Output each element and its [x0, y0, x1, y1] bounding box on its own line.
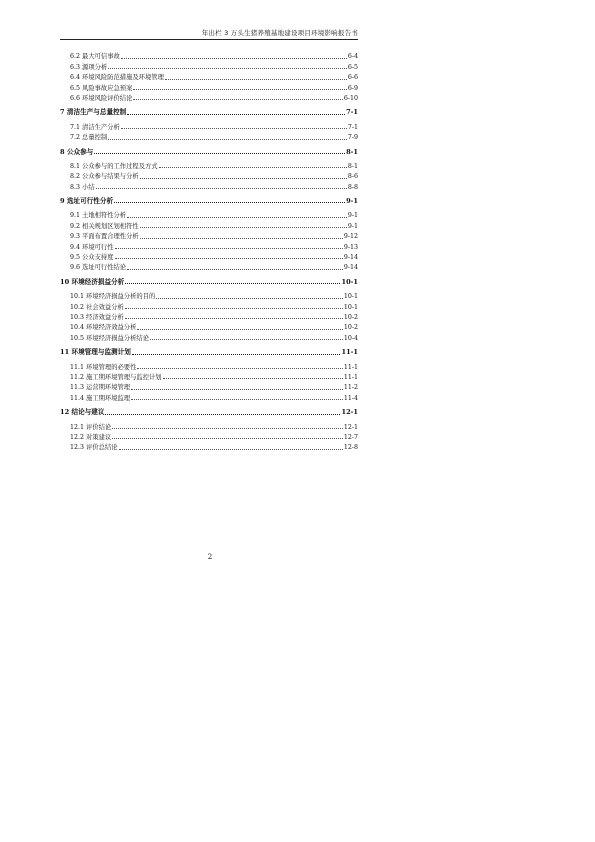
toc-section-entry[interactable] [60, 251, 358, 261]
toc-section-entry[interactable] [60, 170, 358, 180]
dot-leader [150, 338, 343, 340]
toc-entry-label: 12 结论与建议 [60, 408, 105, 417]
toc-page-number: 9-14 [343, 264, 358, 272]
toc-section-entry[interactable] [60, 261, 358, 271]
toc-page-number: 11-1 [341, 348, 358, 357]
toc-section-entry[interactable] [60, 420, 358, 430]
toc-entry-label: 8.1 公众参与的工作过程及方式 [70, 162, 158, 170]
toc-entry-label: 6.4 环境风险防范措施及环境管理 [70, 74, 164, 82]
toc-page-number: 10-2 [343, 324, 358, 332]
dot-leader [114, 201, 345, 203]
dot-leader [121, 57, 347, 59]
table-of-contents [60, 50, 358, 451]
toc-entry-label: 10.5 环境经济损益分析结论 [70, 334, 149, 342]
toc-entry-label: 6.5 风险事故应急预案 [70, 84, 133, 92]
toc-page-number: 10-4 [343, 334, 358, 342]
toc-section-entry[interactable] [60, 290, 358, 300]
toc-entry-label: 6.3 源项分析 [70, 63, 108, 71]
toc-section-entry[interactable] [60, 321, 358, 331]
toc-section-entry[interactable] [60, 311, 358, 321]
toc-section-entry[interactable] [60, 81, 358, 91]
dot-leader [133, 98, 342, 100]
toc-chapter-entry[interactable] [60, 275, 358, 285]
toc-entry-label: 10.2 社会效益分析 [70, 303, 124, 311]
dot-leader [133, 88, 346, 90]
dot-leader [137, 367, 342, 369]
toc-page-number: 11-1 [343, 373, 358, 381]
toc-page-number: 8-1 [347, 162, 358, 170]
toc-section-entry[interactable] [60, 92, 358, 102]
toc-page-number: 11-2 [343, 384, 358, 392]
toc-entry-label: 11.3 运营期环境管理 [70, 384, 131, 392]
toc-page-number: 9-14 [343, 254, 358, 262]
toc-entry-label: 10.3 经济效益分析 [70, 313, 124, 321]
toc-section-entry[interactable] [60, 230, 358, 240]
toc-page-number: 6-5 [347, 63, 358, 71]
toc-section-entry[interactable] [60, 209, 358, 219]
toc-entry-label: 7.1 清洁生产分析 [70, 123, 120, 131]
dot-leader [140, 226, 347, 228]
toc-entry-label: 10 环境经济损益分析 [60, 277, 125, 286]
dot-leader [140, 237, 343, 239]
dot-leader [112, 427, 343, 429]
toc-entry-label: 10.1 环境经济损益分析的目的 [70, 293, 156, 301]
toc-entry-label: 11.2 施工期环境管理与监控计划 [70, 373, 162, 381]
dot-leader [137, 328, 342, 330]
dot-leader [165, 78, 347, 80]
dot-leader [125, 317, 343, 319]
toc-chapter-entry[interactable] [60, 106, 358, 116]
dot-leader [127, 268, 343, 270]
dot-leader [119, 448, 343, 450]
toc-chapter-entry[interactable] [60, 145, 358, 155]
toc-section-entry[interactable] [60, 60, 358, 70]
toc-section-entry[interactable] [60, 391, 358, 401]
toc-section-entry[interactable] [60, 120, 358, 130]
toc-entry-label: 10.4 环境经济效益分析 [70, 324, 137, 332]
dot-leader [108, 67, 347, 69]
dot-leader [94, 152, 345, 154]
toc-section-entry[interactable] [60, 71, 358, 81]
toc-entry-label: 9.6 选址可行性结论 [70, 264, 127, 272]
toc-page-number: 6-10 [343, 94, 358, 102]
toc-entry-label: 12.2 对策建议 [70, 433, 112, 441]
dot-leader [127, 113, 345, 115]
toc-entry-label: 12.3 评价总结论 [70, 444, 118, 452]
dot-leader [96, 187, 347, 189]
dot-leader [127, 216, 347, 218]
toc-page-number: 11-1 [343, 363, 358, 371]
toc-entry-label: 9.1 土地相符性分析 [70, 212, 127, 220]
toc-page-number: 12-7 [343, 433, 358, 441]
toc-section-entry[interactable] [60, 300, 358, 310]
toc-page-number: 10-1 [343, 303, 358, 311]
header-rule [60, 39, 358, 40]
toc-section-entry[interactable] [60, 240, 358, 250]
toc-entry-label: 8 公众参与 [60, 147, 94, 156]
dot-leader [131, 388, 343, 390]
dot-leader [163, 377, 343, 379]
toc-page-number: 7-1 [346, 108, 358, 117]
toc-page-number: 9-1 [347, 222, 358, 230]
dot-leader [125, 282, 340, 284]
toc-chapter-entry[interactable] [60, 406, 358, 416]
dot-leader [105, 413, 340, 415]
toc-page-number: 12-8 [343, 444, 358, 452]
toc-page-number: 9-12 [343, 233, 358, 241]
toc-entry-label: 7 清洁生产与总量控制 [60, 108, 127, 117]
toc-section-entry[interactable] [60, 331, 358, 341]
toc-page-number: 6-4 [347, 53, 358, 61]
toc-section-entry[interactable] [60, 441, 358, 451]
dot-leader [132, 353, 341, 355]
toc-entry-label: 9.2 相关规划区划相符性 [70, 222, 139, 230]
toc-entry-label: 11.4 施工期环境监理 [70, 394, 131, 402]
dot-leader [108, 138, 347, 140]
toc-page-number: 8-1 [346, 147, 358, 156]
toc-entry-label: 11 环境管理与监测计划 [60, 348, 131, 357]
toc-page-number: 6-6 [347, 74, 358, 82]
toc-page-number: 9-1 [346, 197, 358, 206]
toc-section-entry[interactable] [60, 371, 358, 381]
toc-page-number: 11-4 [343, 394, 358, 402]
dot-leader [121, 127, 347, 129]
toc-section-entry[interactable] [60, 131, 358, 141]
toc-section-entry[interactable] [60, 431, 358, 441]
dot-leader [125, 307, 343, 309]
toc-page-number: 8-8 [347, 183, 358, 191]
running-header: 年出栏 3 万头生猪养殖基地建设项目环境影响报告书 [201, 29, 358, 37]
dot-leader [112, 437, 343, 439]
toc-page-number: 12-1 [343, 423, 358, 431]
toc-section-entry[interactable] [60, 50, 358, 60]
page-number: 2 [207, 553, 213, 561]
toc-entry-label: 9.3 平面布置合理性分析 [70, 233, 139, 241]
toc-section-entry[interactable] [60, 180, 358, 190]
toc-page-number: 7-9 [347, 134, 358, 142]
toc-page-number: 12-1 [341, 408, 358, 417]
dot-leader [156, 297, 343, 299]
toc-page-number: 10-1 [341, 277, 358, 286]
toc-section-entry[interactable] [60, 381, 358, 391]
toc-section-entry[interactable] [60, 160, 358, 170]
toc-entry-label: 8.3 小结 [70, 183, 95, 191]
toc-section-entry[interactable] [60, 360, 358, 370]
toc-entry-label: 8.2 公众参与结果与分析 [70, 173, 139, 181]
toc-section-entry[interactable] [60, 219, 358, 229]
dot-leader [159, 166, 347, 168]
dot-leader [115, 247, 343, 249]
dot-leader [115, 257, 343, 259]
toc-page-number: 10-2 [343, 313, 358, 321]
toc-page-number: 9-13 [343, 243, 358, 251]
toc-page-number: 8-6 [347, 173, 358, 181]
toc-entry-label: 11.1 环境管理的必要性 [70, 363, 137, 371]
toc-chapter-entry[interactable] [60, 346, 358, 356]
toc-entry-label: 6.6 环境风险评价结论 [70, 94, 133, 102]
toc-entry-label: 6.2 最大可信事故 [70, 53, 120, 61]
toc-chapter-entry[interactable] [60, 195, 358, 205]
toc-page-number: 7-1 [347, 123, 358, 131]
toc-entry-label: 9.5 公众支持度 [70, 254, 114, 262]
toc-entry-label: 9.4 环境可行性 [70, 243, 114, 251]
toc-page-number: 9-1 [347, 212, 358, 220]
dot-leader [140, 177, 347, 179]
toc-entry-label: 12.1 评价结论 [70, 423, 112, 431]
toc-entry-label: 7.2 总量控制 [70, 134, 108, 142]
toc-page-number: 10-1 [343, 293, 358, 301]
dot-leader [131, 398, 343, 400]
toc-entry-label: 9 选址可行性分析 [60, 197, 114, 206]
toc-page-number: 6-9 [347, 84, 358, 92]
